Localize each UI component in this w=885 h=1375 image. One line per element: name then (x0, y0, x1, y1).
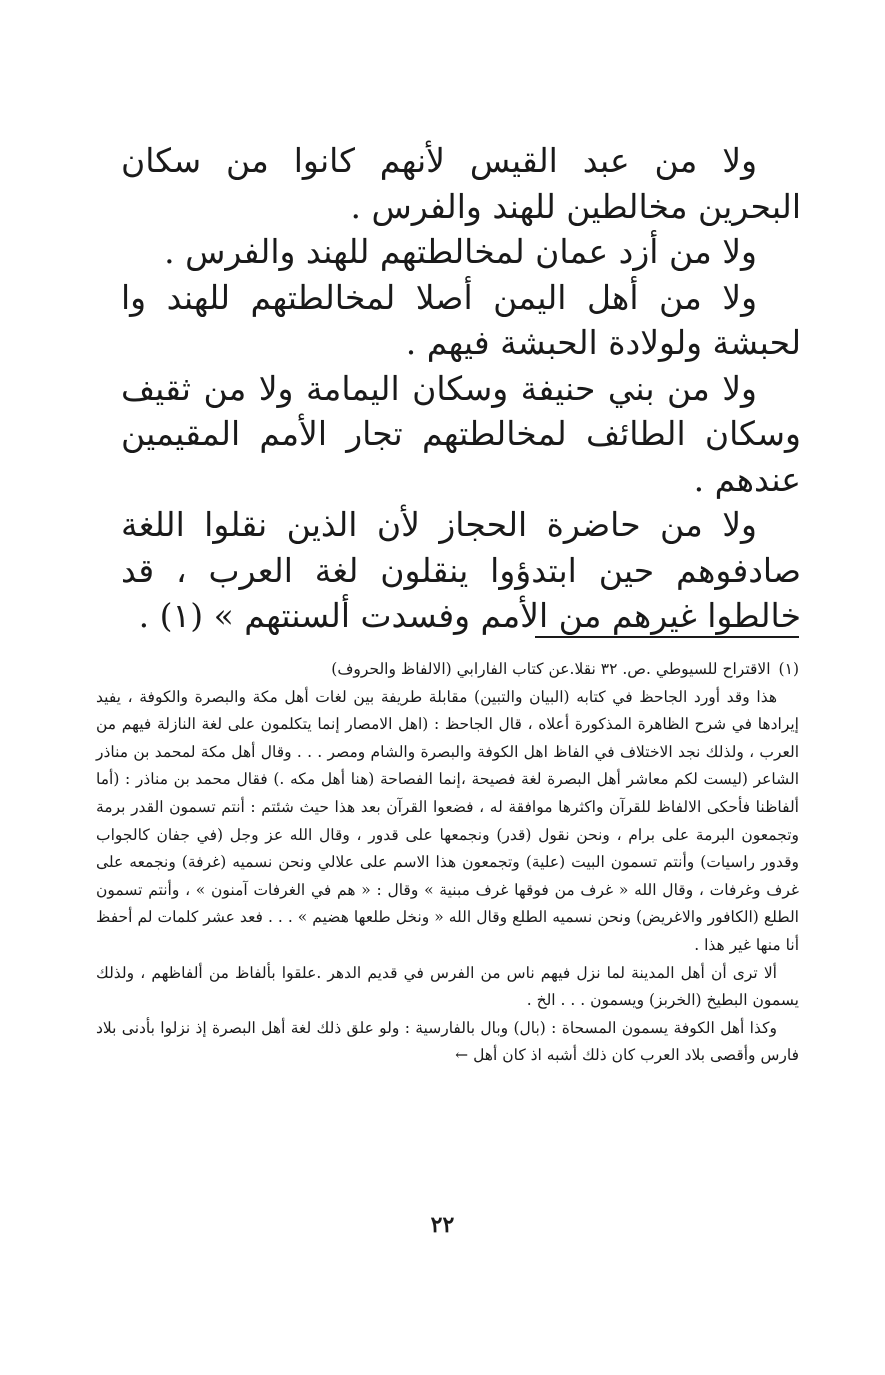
page-number: ٢٢ (430, 1212, 455, 1238)
footnote-paragraph-1: هذا وقد أورد الجاحظ في كتابه (البيان والتبين) مقابلة طريفة بين لغات أهل مكة والبصرة والكوفة ، يفيد إيرادها في شرح الظاهرة المذكورة أعلاه ، قال الجاحظ : (اهل الامصار إنما يتكلمون على لغة النازلة فيهم من العرب ، ولذلك نجد الاختلاف في الفاظ اهل الكوفة والبصرة والشام ومصر . . . وقال أهل مكة لمحمد بن مناذر الشاعر (ليست لكم معاشر أهل البصرة لغة فصيحة ،إنما الفصاحة (هنا أهل مكه .) فقال محمد بن مناذر : (أما ألفاظنا فأحكى الالفاظ للقرآن واكثرها موافقة له ، فضعوا القرآن بعد هذا حيث شئتم : أنتم تسمون القدر برمة وتجمعون البرمة على برام ، ونحن نقول (قدر) ونجمعها على قدور ، وقال الله عز وجل (في جفان كالجواب وقدور راسيات) وأنتم تسمون البيت (علية) وتجمعون هذا الاسم على علالي ونحن نسميه (غرفة) ونجمعه على غرف وغرفات ، وقال الله « غرف من فوقها غرف مبنية » وقال : « هم في الغرفات آمنون » ، وأنتم تسمون الطلع (الكافور والاغريض) ونحن نسميه الطلع وقال الله « ونخل طلعها هضيم » . . . فعد عشر كلمات لم أحفظ أنا منها غير هذا . (96, 687, 799, 954)
main-text (121, 138, 801, 639)
main-paragraph-1: ولا من عبد القيس لأنهم كانوا من سكان البحرين مخالطين للهند والفرس . (121, 141, 801, 226)
footnote-divider (535, 636, 799, 638)
footnote-paragraph-2: ألا ترى أن أهل المدينة لما نزل فيهم ناس من الفرس في قديم الدهر .علقوا بألفاظ من ألفاظهم ، ولذلك يسمون البطيخ (الخربز) ويسمون . . . الخ . (96, 963, 799, 1010)
footnote-source: الاقتراح للسيوطي .ص. ٣٢ نقلا.عن كتاب الفارابي (الالفاظ والحروف) (331, 660, 771, 678)
footnote-paragraph-3: وكذا أهل الكوفة يسمون المسحاة : (بال) وبال بالفارسية : ولو علق ذلك لغة أهل البصرة إذ نزلوا بأدنى بلاد فارس وأقصى بلاد العرب كان ذلك أشبه اذ كان أهل ← (96, 1018, 799, 1065)
main-paragraph-2: ولا من أزد عمان لمخالطتهم للهند والفرس . (164, 232, 757, 271)
main-paragraph-4: ولا من بني حنيفة وسكان اليمامة ولا من ثقيف وسكان الطائف لمخالطتهم تجار الأمم المقيمين عندهم . (121, 368, 801, 499)
main-paragraph-5: ولا من حاضرة الحجاز لأن الذين نقلوا اللغة صادفوهم حين ابتدؤوا ينقلون لغة العرب ، قد خالطوا غيرهم من الأمم وفسدت ألسنتهم » (١) . (121, 505, 801, 635)
footnote-number: (١) (778, 660, 799, 678)
footnotes (96, 656, 799, 1070)
footnote-source-line (96, 656, 799, 684)
main-paragraph-3: ولا من أهل اليمن أصلا لمخالطتهم للهند وا لحبشة ولولادة الحبشة فيهم . (121, 277, 801, 362)
